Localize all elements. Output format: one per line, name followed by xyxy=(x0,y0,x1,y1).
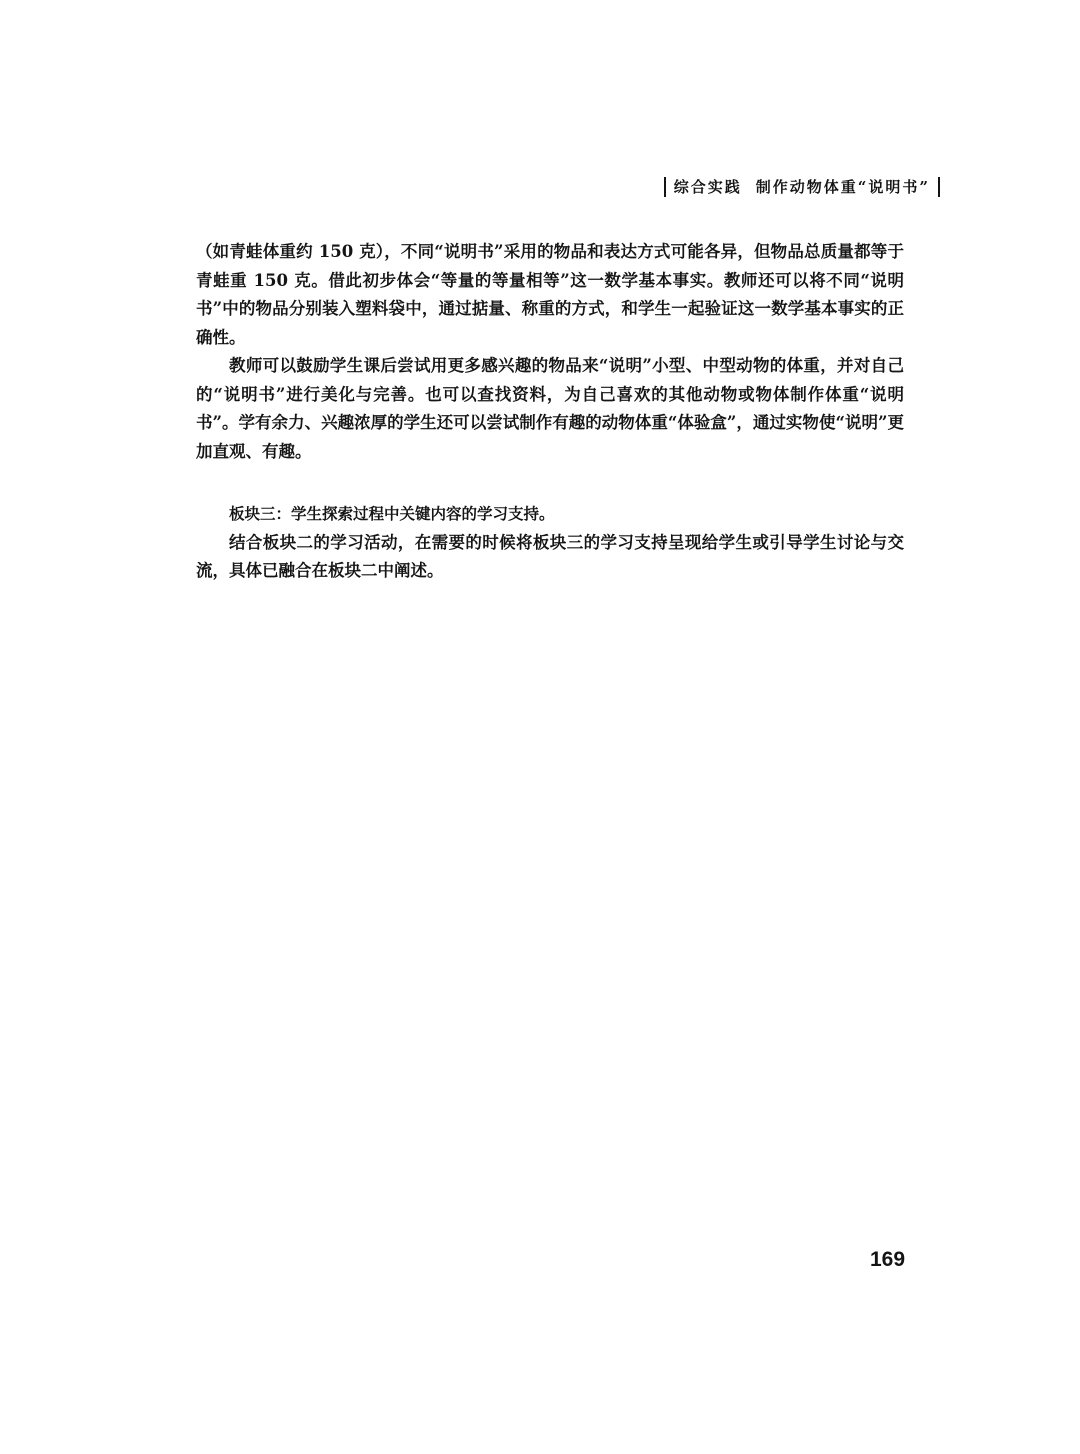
header-left-rule xyxy=(664,177,666,197)
paragraph-continued: （如青蛙体重约 150 克），不同“说明书”采用的物品和表达方式可能各异，但物品总质量都等于青蛙重 150 克。借此初步体会“等量的等量相等”这一数学基本事实。教师还可以将不同“说明书”中的物品分别装入塑料袋中，通过掂量、称重的方式，和学生一起验证这一数学基本事实的正确性。 xyxy=(196,242,904,347)
section-body: 结合板块二的学习活动，在需要的时候将板块三的学习支持呈现给学生或引导学生讨论与交流，具体已融合在板块二中阐述。 xyxy=(196,532,904,580)
header-right-rule xyxy=(938,177,940,197)
body-text xyxy=(196,238,904,586)
page-number: 169 xyxy=(870,1248,906,1271)
header-title: 制作动物体重“说明书” xyxy=(755,178,930,196)
header-section-label: 综合实践 xyxy=(673,178,742,196)
section-heading: 板块三：学生探索过程中关键内容的学习支持。 xyxy=(229,505,555,523)
running-header xyxy=(656,176,948,197)
paragraph-encouragement: 教师可以鼓励学生课后尝试用更多感兴趣的物品来“说明”小型、中型动物的体重，并对自己的“说明书”进行美化与完善。也可以查找资料，为自己喜欢的其他动物或物体制作体重“说明书”。学有余力、兴趣浓厚的学生还可以尝试制作有趣的动物体重“体验盒”，通过实物使“说明”更加直观、有趣。 xyxy=(196,356,904,461)
